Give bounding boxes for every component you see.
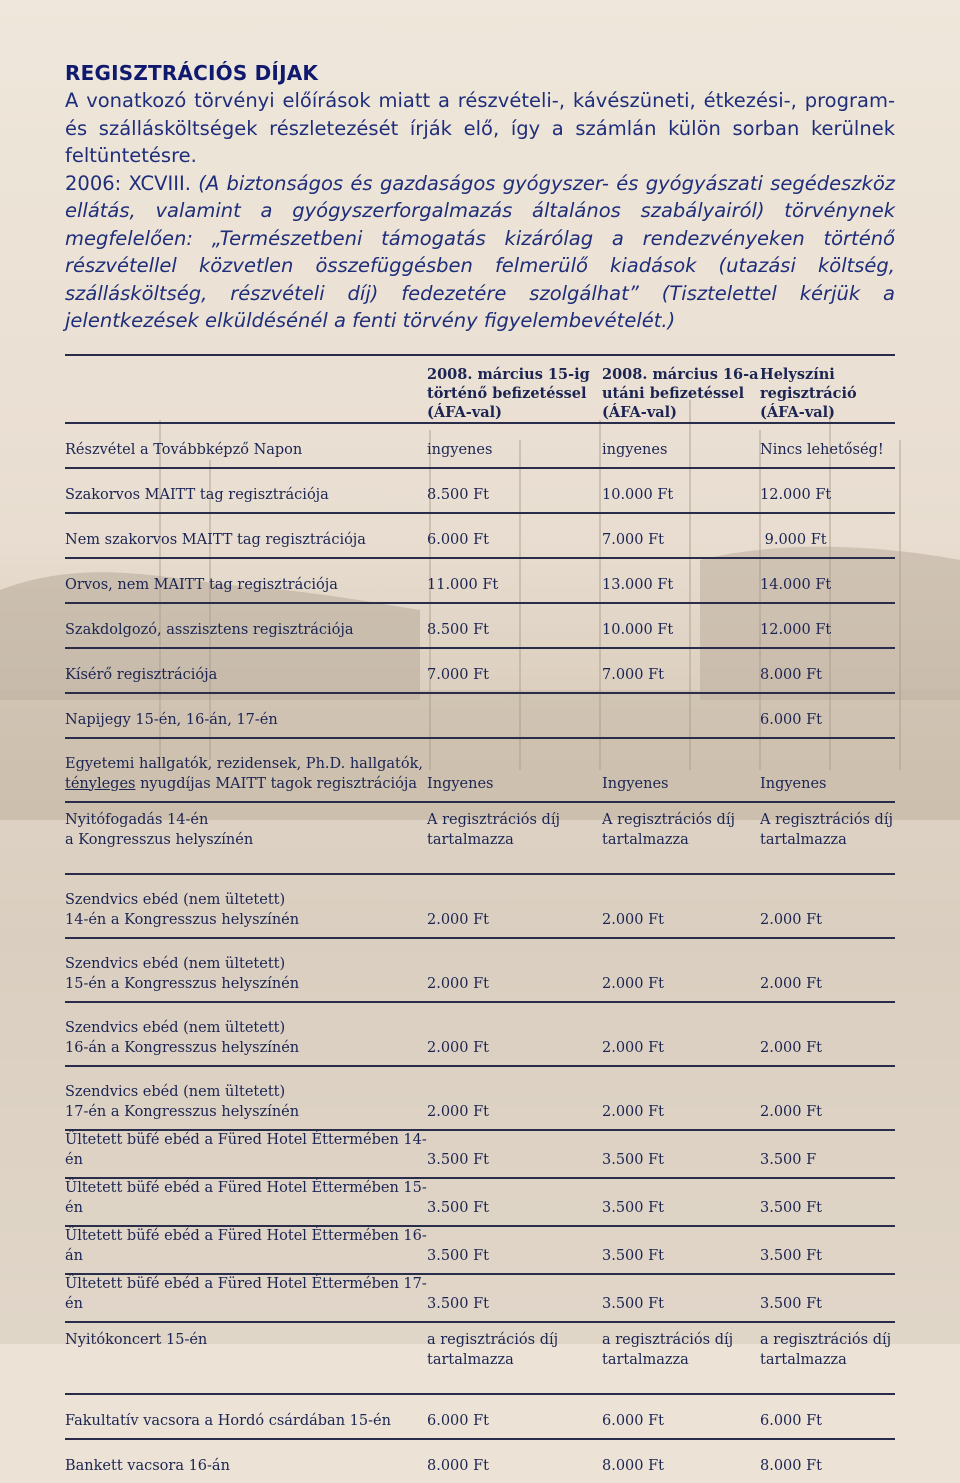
table-row [65, 1274, 895, 1322]
onsite-price: 6.000 Ft [760, 1394, 895, 1439]
header-early-payment: 2008. március 15-ig történő befizetéssel (ÁFA-val) [427, 355, 602, 423]
early-price: 7.000 Ft [427, 648, 602, 693]
row-label: Szendvics ebéd (nem ültetett) 15-én a Kongresszus helyszínén [65, 938, 427, 1002]
early-price: 6.000 Ft [427, 513, 602, 558]
early-price: 3.500 Ft [427, 1226, 602, 1274]
onsite-price: 2.000 Ft [760, 938, 895, 1002]
early-price [427, 693, 602, 738]
early-price: Ingyenes [427, 738, 602, 802]
late-price: 10.000 Ft [602, 468, 760, 513]
early-price: 8.500 Ft [427, 468, 602, 513]
early-price: A regisztrációs díj tartalmazza [427, 802, 602, 874]
row-label: Nyitókoncert 15-én [65, 1322, 427, 1394]
early-price: 3.500 Ft [427, 1130, 602, 1178]
early-price: a regisztrációs díj tartalmazza [427, 1322, 602, 1394]
row-label: Részvétel a Továbbképző Napon [65, 423, 427, 468]
onsite-price: 2.000 Ft [760, 1002, 895, 1066]
row-label: Ültetett büfé ebéd a Füred Hotel Éttermében 14-én [65, 1130, 427, 1178]
early-price: 2.000 Ft [427, 1066, 602, 1130]
table-row [65, 513, 895, 558]
row-label: Fakultatív vacsora a Hordó csárdában 15-én [65, 1394, 427, 1439]
row-label: Nyitófogadás 14-én a Kongresszus helyszínén [65, 802, 427, 874]
table-row [65, 1130, 895, 1178]
early-price: 2.000 Ft [427, 1002, 602, 1066]
table-row [65, 648, 895, 693]
late-price: A regisztrációs díj tartalmazza [602, 802, 760, 874]
late-price: 10.000 Ft [602, 603, 760, 648]
row-label: Ültetett büfé ebéd a Füred Hotel Éttermében 16-án [65, 1226, 427, 1274]
row-label: Ültetett büfé ebéd a Füred Hotel Éttermében 17-én [65, 1274, 427, 1322]
onsite-price: 8.000 Ft [760, 648, 895, 693]
onsite-price: 2.000 Ft [760, 1066, 895, 1130]
late-price: Ingyenes [602, 738, 760, 802]
late-price: 3.500 Ft [602, 1274, 760, 1322]
page-content [65, 60, 895, 335]
late-price: ingyenes [602, 423, 760, 468]
row-label: Nem szakorvos MAITT tag regisztrációja [65, 513, 427, 558]
late-price: 2.000 Ft [602, 1002, 760, 1066]
page-title: REGISZTRÁCIÓS DÍJAK [65, 61, 319, 85]
late-price [602, 693, 760, 738]
intro-paragraph: A vonatkozó törvényi előírások miatt a részvételi-, kávészüneti, étkezési-, program- és szállásköltségek részletezését írják elő, így a számlán külön sorban kerülnek feltüntetésre. [65, 89, 895, 167]
table-header-row [65, 355, 895, 423]
row-label-line1: Egyetemi hallgatók, rezidensek, Ph.D. hallgatók, [65, 756, 423, 772]
row-label: Ültetett büfé ebéd a Füred Hotel Éttermében 15-én [65, 1178, 427, 1226]
onsite-price: Nincs lehetőség! [760, 423, 895, 468]
early-price: 3.500 Ft [427, 1274, 602, 1322]
table-row [65, 1066, 895, 1130]
header-label-col [65, 355, 427, 423]
row-label [65, 738, 427, 802]
early-price: 8.500 Ft [427, 603, 602, 648]
late-price: 7.000 Ft [602, 513, 760, 558]
late-price: 3.500 Ft [602, 1226, 760, 1274]
table-row [65, 693, 895, 738]
onsite-price: 6.000 Ft [760, 693, 895, 738]
early-price: 2.000 Ft [427, 874, 602, 938]
onsite-price: 8.000 Ft [760, 1439, 895, 1483]
onsite-price: 2.000 Ft [760, 874, 895, 938]
onsite-price: 12.000 Ft [760, 468, 895, 513]
table-row [65, 802, 895, 874]
table-row [65, 558, 895, 603]
onsite-price: A regisztrációs díj tartalmazza [760, 802, 895, 874]
header-late-payment: 2008. március 16-a utáni befizetéssel (ÁFA-val) [602, 355, 760, 423]
row-label: Szendvics ebéd (nem ültetett) 16-án a Kongresszus helyszínén [65, 1002, 427, 1066]
table-row [65, 468, 895, 513]
late-price: 13.000 Ft [602, 558, 760, 603]
table-row [65, 738, 895, 802]
onsite-price: Ingyenes [760, 738, 895, 802]
row-label: Szakdolgozó, asszisztens regisztrációja [65, 603, 427, 648]
onsite-price: 3.500 Ft [760, 1178, 895, 1226]
table-row [65, 603, 895, 648]
row-label: Szendvics ebéd (nem ültetett) 17-én a Kongresszus helyszínén [65, 1066, 427, 1130]
early-price: ingyenes [427, 423, 602, 468]
header-onsite-registration: Helyszíni regisztráció (ÁFA-val) [760, 355, 895, 423]
table-row [65, 1178, 895, 1226]
row-label: Napijegy 15-én, 16-án, 17-én [65, 693, 427, 738]
late-price: 2.000 Ft [602, 874, 760, 938]
late-price: 3.500 Ft [602, 1130, 760, 1178]
table-row [65, 1322, 895, 1394]
row-label-rest: nyugdíjas MAITT tagok regisztrációja [135, 775, 418, 792]
law-paragraph [65, 170, 895, 335]
law-reference: 2006: XCVIII. [65, 171, 199, 195]
registration-fee-table [65, 354, 895, 1483]
late-price: 6.000 Ft [602, 1394, 760, 1439]
onsite-price: 3.500 Ft [760, 1226, 895, 1274]
onsite-price: a regisztrációs díj tartalmazza [760, 1322, 895, 1394]
late-price: 3.500 Ft [602, 1178, 760, 1226]
table-row [65, 1002, 895, 1066]
row-label: Szakorvos MAITT tag regisztrációja [65, 468, 427, 513]
late-price: 2.000 Ft [602, 938, 760, 1002]
onsite-price: 3.500 F [760, 1130, 895, 1178]
row-label: Bankett vacsora 16-án [65, 1439, 427, 1483]
table-row [65, 1439, 895, 1483]
early-price: 8.000 Ft [427, 1439, 602, 1483]
table-row [65, 1394, 895, 1439]
row-label: Orvos, nem MAITT tag regisztrációja [65, 558, 427, 603]
early-price: 2.000 Ft [427, 938, 602, 1002]
late-price: 7.000 Ft [602, 648, 760, 693]
late-price: 8.000 Ft [602, 1439, 760, 1483]
early-price: 6.000 Ft [427, 1394, 602, 1439]
row-label: Szendvics ebéd (nem ültetett) 14-én a Kongresszus helyszínén [65, 874, 427, 938]
late-price: a regisztrációs díj tartalmazza [602, 1322, 760, 1394]
late-price: 2.000 Ft [602, 1066, 760, 1130]
row-label-underlined: tényleges [65, 775, 136, 792]
early-price: 11.000 Ft [427, 558, 602, 603]
onsite-price: 3.500 Ft [760, 1274, 895, 1322]
table-row [65, 423, 895, 468]
onsite-price: 14.000 Ft [760, 558, 895, 603]
law-quote: (A biztonságos és gazdaságos gyógyszer- és gyógyászati segédeszköz ellátás, valamint a gyógyszerforgalmazás általános szabályairól) törvénynek megfelelően: „Természetbeni támogatás kizárólag a rendezvényeken történő részvétellel közvetlen összefüggésben felmerülő kiadások (utazási költség, szállásköltség, részvételi díj) fedezetére szolgálhat” (Tisztelettel kérjük a jelentkezések elküldésénél a fenti törvény figyelembevételét.) [65, 171, 895, 332]
table-row [65, 1226, 895, 1274]
table-row [65, 938, 895, 1002]
onsite-price: 9.000 Ft [760, 513, 895, 558]
table-row [65, 874, 895, 938]
row-label: Kísérő regisztrációja [65, 648, 427, 693]
onsite-price: 12.000 Ft [760, 603, 895, 648]
early-price: 3.500 Ft [427, 1178, 602, 1226]
